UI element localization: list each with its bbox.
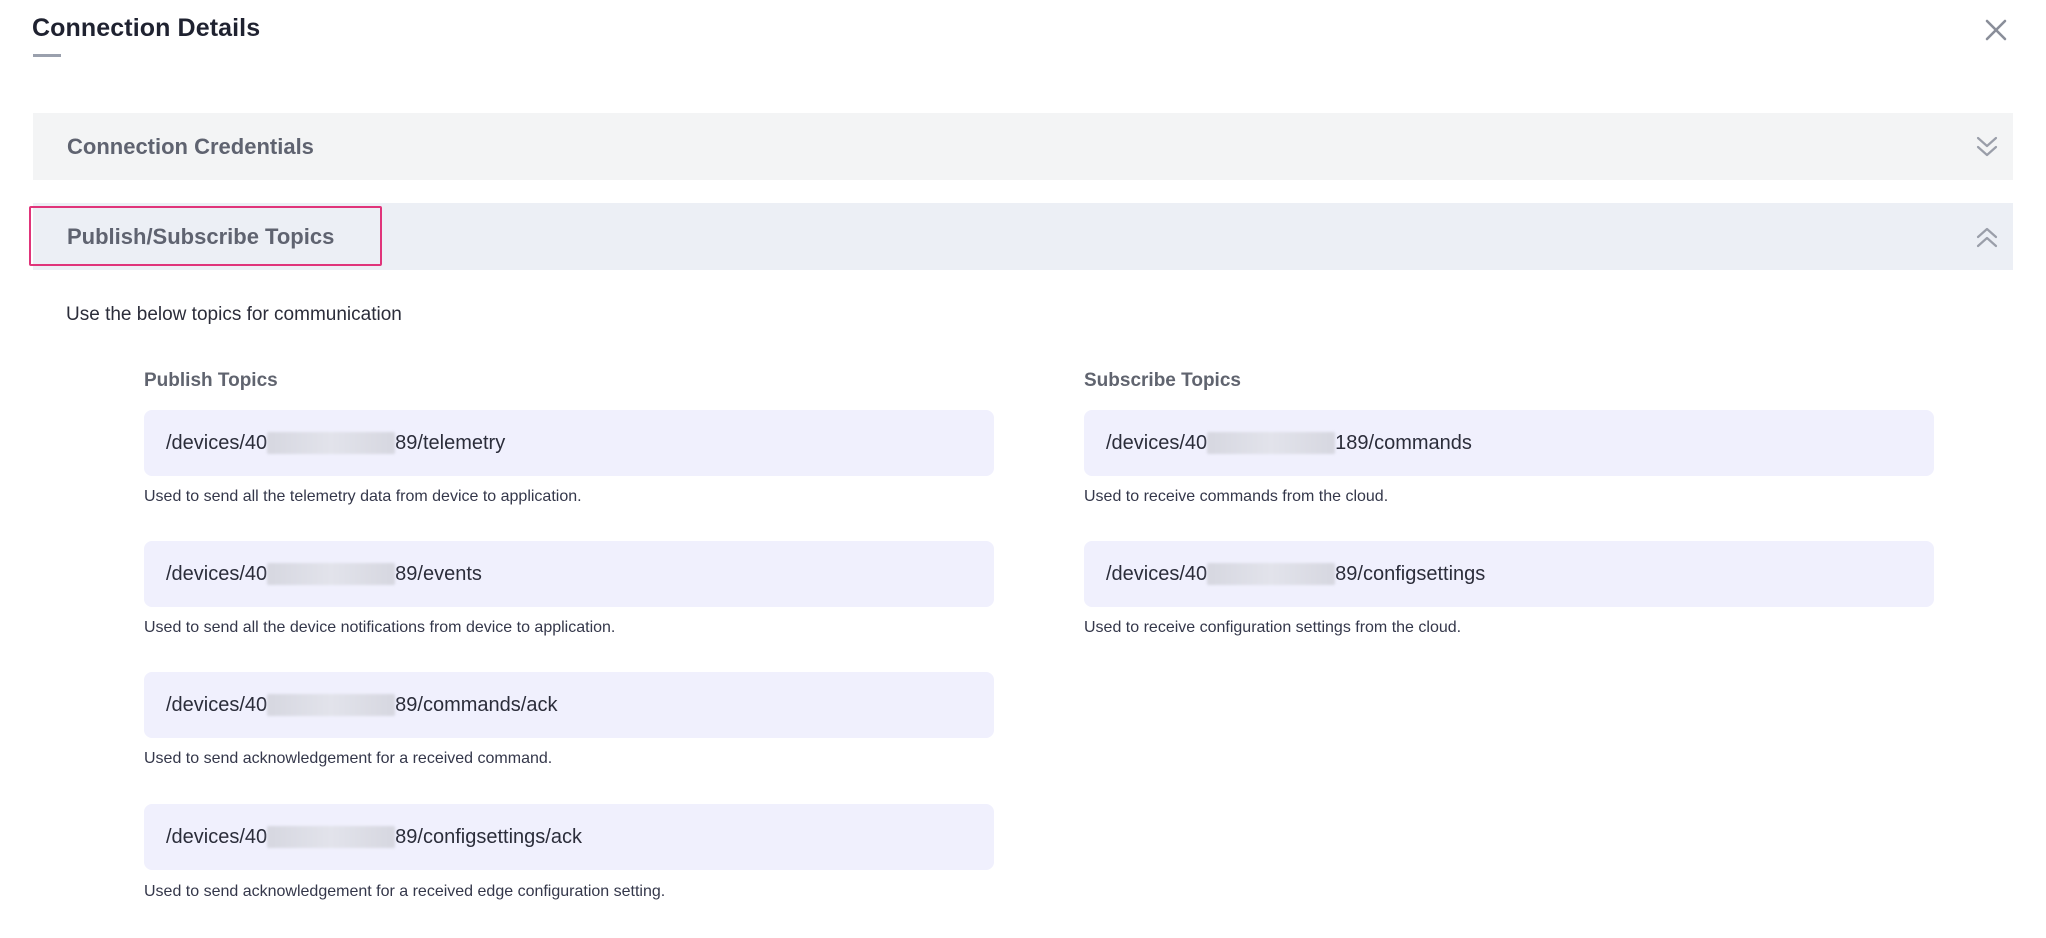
- topic-suffix: 89/configsettings/ack: [395, 825, 582, 848]
- topic-prefix: /devices/40: [1106, 431, 1208, 454]
- topic-description: Used to send all the device notifications from device to application.: [144, 619, 616, 636]
- subscribe-topics-title: Subscribe Topics: [1084, 370, 1241, 391]
- topic-suffix: 189/commands: [1335, 431, 1472, 454]
- redacted-id: [267, 432, 395, 454]
- title-underline: [33, 54, 61, 57]
- redacted-id: [267, 826, 395, 848]
- accordion-label: Connection Credentials: [67, 133, 314, 159]
- accordion-publish-subscribe-topics[interactable]: [33, 203, 2013, 270]
- topic-description: Used to receive commands from the cloud.: [1084, 488, 1389, 505]
- redacted-id: [267, 563, 395, 585]
- topic-prefix: /devices/40: [166, 693, 268, 716]
- dialog-title: Connection Details: [32, 14, 261, 42]
- chevron-double-up-icon[interactable]: [1973, 222, 2001, 252]
- topic-suffix: 89/telemetry: [395, 431, 506, 454]
- redacted-id: [1207, 563, 1335, 585]
- close-icon[interactable]: [1980, 14, 2012, 46]
- accordion-connection-credentials[interactable]: [33, 113, 2013, 180]
- chevron-double-down-icon[interactable]: [1973, 132, 2001, 162]
- topic-description: Used to receive configuration settings from the cloud.: [1084, 619, 1462, 636]
- topics-intro: Use the below topics for communication: [66, 304, 402, 325]
- subscribe-topic-configsettings[interactable]: [1084, 541, 1934, 607]
- redacted-id: [1207, 432, 1335, 454]
- topic-description: Used to send acknowledgement for a received edge configuration setting.: [144, 883, 666, 900]
- topic-suffix: 89/commands/ack: [395, 693, 558, 716]
- publish-topic-telemetry[interactable]: [144, 410, 994, 476]
- publish-topics-title: Publish Topics: [144, 370, 278, 391]
- accordion-label: Publish/Subscribe Topics: [67, 223, 335, 249]
- topic-prefix: /devices/40: [166, 431, 268, 454]
- publish-topic-events[interactable]: [144, 541, 994, 607]
- subscribe-topic-commands[interactable]: [1084, 410, 1934, 476]
- publish-topic-configsettings-ack[interactable]: [144, 804, 994, 870]
- topic-prefix: /devices/40: [1106, 562, 1208, 585]
- topic-description: Used to send all the telemetry data from device to application.: [144, 488, 582, 505]
- topic-description: Used to send acknowledgement for a received command.: [144, 750, 553, 767]
- topic-suffix: 89/configsettings: [1335, 562, 1486, 585]
- topic-prefix: /devices/40: [166, 825, 268, 848]
- topic-suffix: 89/events: [395, 562, 482, 585]
- redacted-id: [267, 694, 395, 716]
- topic-prefix: /devices/40: [166, 562, 268, 585]
- publish-topic-commands-ack[interactable]: [144, 672, 994, 738]
